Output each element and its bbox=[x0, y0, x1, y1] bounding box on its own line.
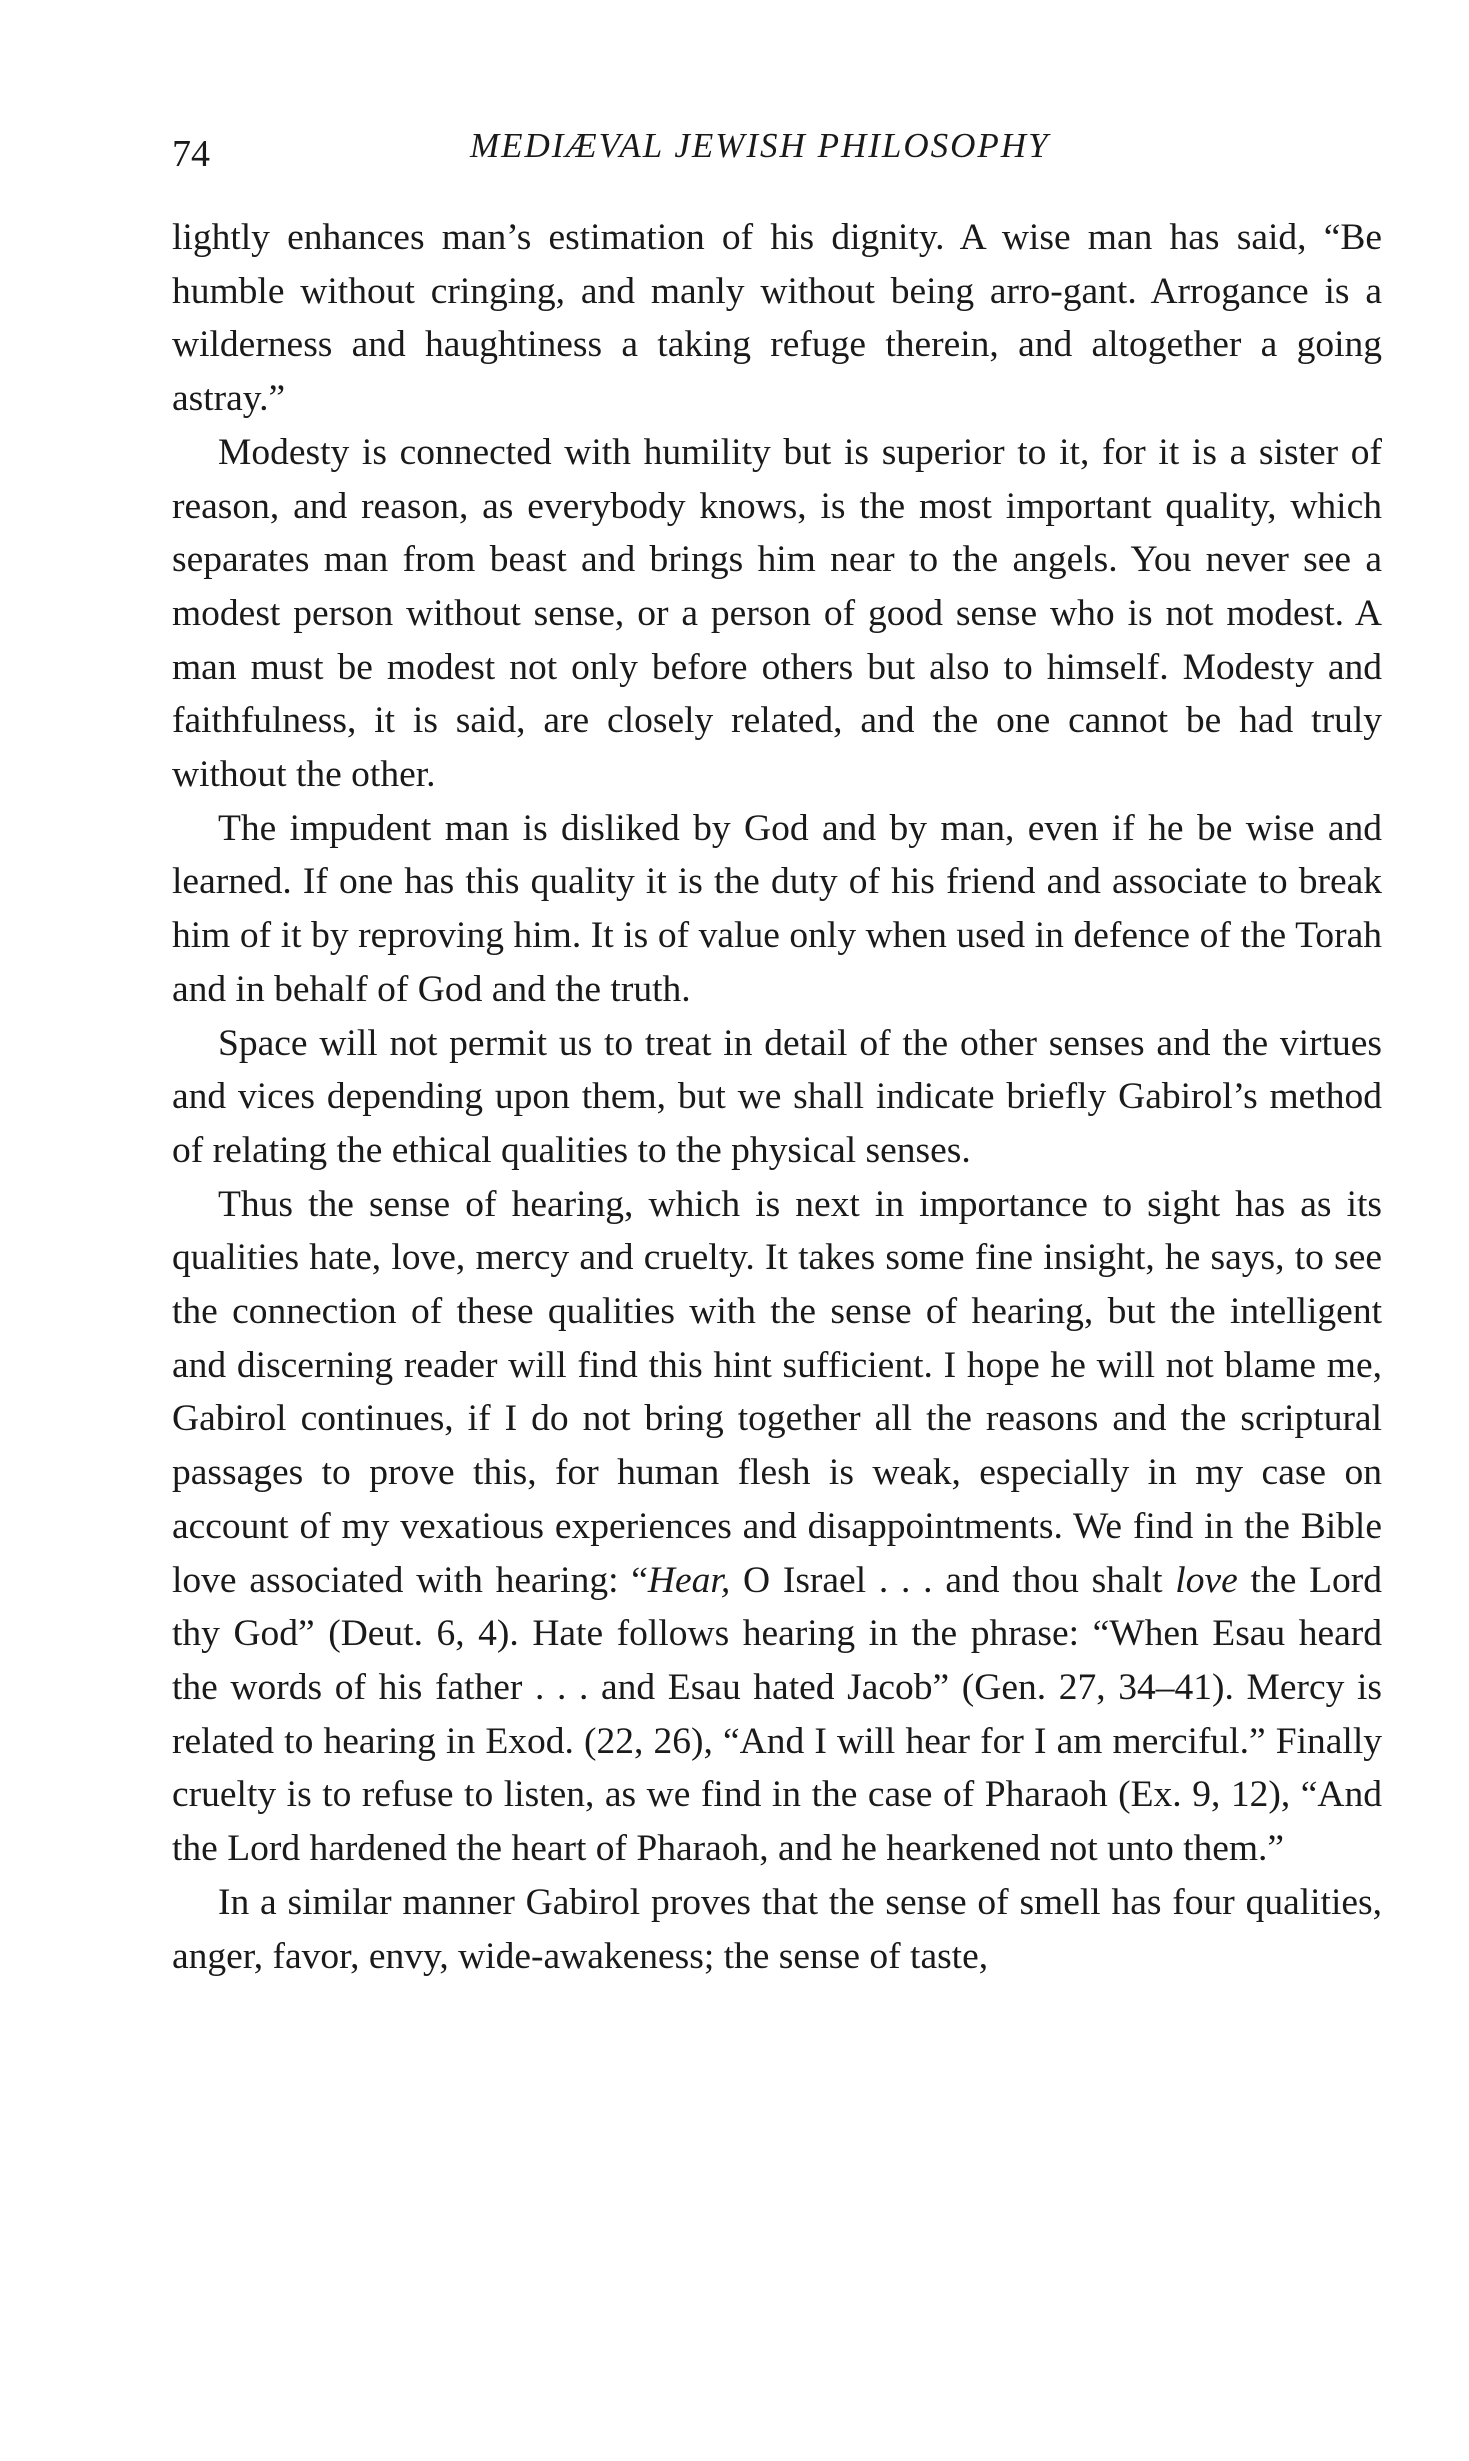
body-text bbox=[172, 211, 1382, 1983]
italic-love: love bbox=[1175, 1559, 1238, 1601]
paragraph-modesty: Modesty is connected with humility but is superior to it, for it is a sister of reason, and reason, as everybody knows, is the most important quality, which separates man from beast and brings him near to the angels. You never see a modest person without sense, or a person of good sense who is not modest. A man must be modest not only before others but also to himself. Modesty and faithfulness, it is said, are closely related, and the one cannot be had truly without the other. bbox=[172, 431, 1382, 796]
running-title: MEDIÆVAL JEWISH PHILOSOPHY bbox=[470, 126, 1050, 165]
page-number: 74 bbox=[172, 133, 210, 175]
paragraph-other-senses: Space will not permit us to treat in detail of the other senses and the virtues and vices depending upon them, but we shall indicate briefly Gabirol’s method of relating the ethical qualities to the physical senses. bbox=[172, 1022, 1382, 1171]
italic-hear: Hear, bbox=[647, 1559, 731, 1601]
running-head bbox=[168, 118, 1368, 178]
paragraph-smell: In a similar manner Gabirol proves that the sense of smell has four qualities, anger, favor, envy, wide-awakeness; the sense of taste, bbox=[172, 1881, 1382, 1977]
hearing-text-3: the Lord thy God” (Deut. 6, 4). Hate follows hearing in the phrase: “When Esau heard the words of his father . . . and Esau hated Jacob” (Gen. 27, 34–41). Mercy is related to hearing in Exod. (22, 26), “And I will hear for I am merciful.” Finally cruelty is to refuse to listen, as we find in the case of Pharaoh (Ex. 9, 12), “And the Lord hardened the heart of Pharaoh, and he hearkened not unto them.” bbox=[172, 1559, 1382, 1870]
hearing-text-2: O Israel . . . and thou shalt bbox=[730, 1559, 1176, 1601]
paragraph-impudent-man: The impudent man is disliked by God and by man, even if he be wise and learned. If one has this quality it is the duty of his friend and associate to break him of it by reproving him. It is of value only when used in defence of the Torah and in behalf of God and the truth. bbox=[172, 807, 1382, 1010]
paragraph-hearing bbox=[172, 1178, 1382, 1876]
hearing-text-1: Thus the sense of hearing, which is next in importance to sight has as its qualities hate, love, mercy and cruelty. It takes some fine insight, he says, to see the connection of these qualities with the sense of hearing, but the intelligent and discerning reader will find this hint sufficient. I hope he will not blame me, Gabirol continues, if I do not bring together all the reasons and the scriptural passages to prove this, for human flesh is weak, especially in my case on account of my vexatious experiences and disappointments. We find in the Bible love associated with hearing: “ bbox=[172, 1183, 1382, 1601]
paragraph-continuation: lightly enhances man’s estimation of his dignity. A wise man has said, “Be humble without cringing, and manly without being arro-gant. Arrogance is a wilderness and haughtiness a taking refuge therein, and altogether a going astray.” bbox=[172, 217, 1382, 420]
